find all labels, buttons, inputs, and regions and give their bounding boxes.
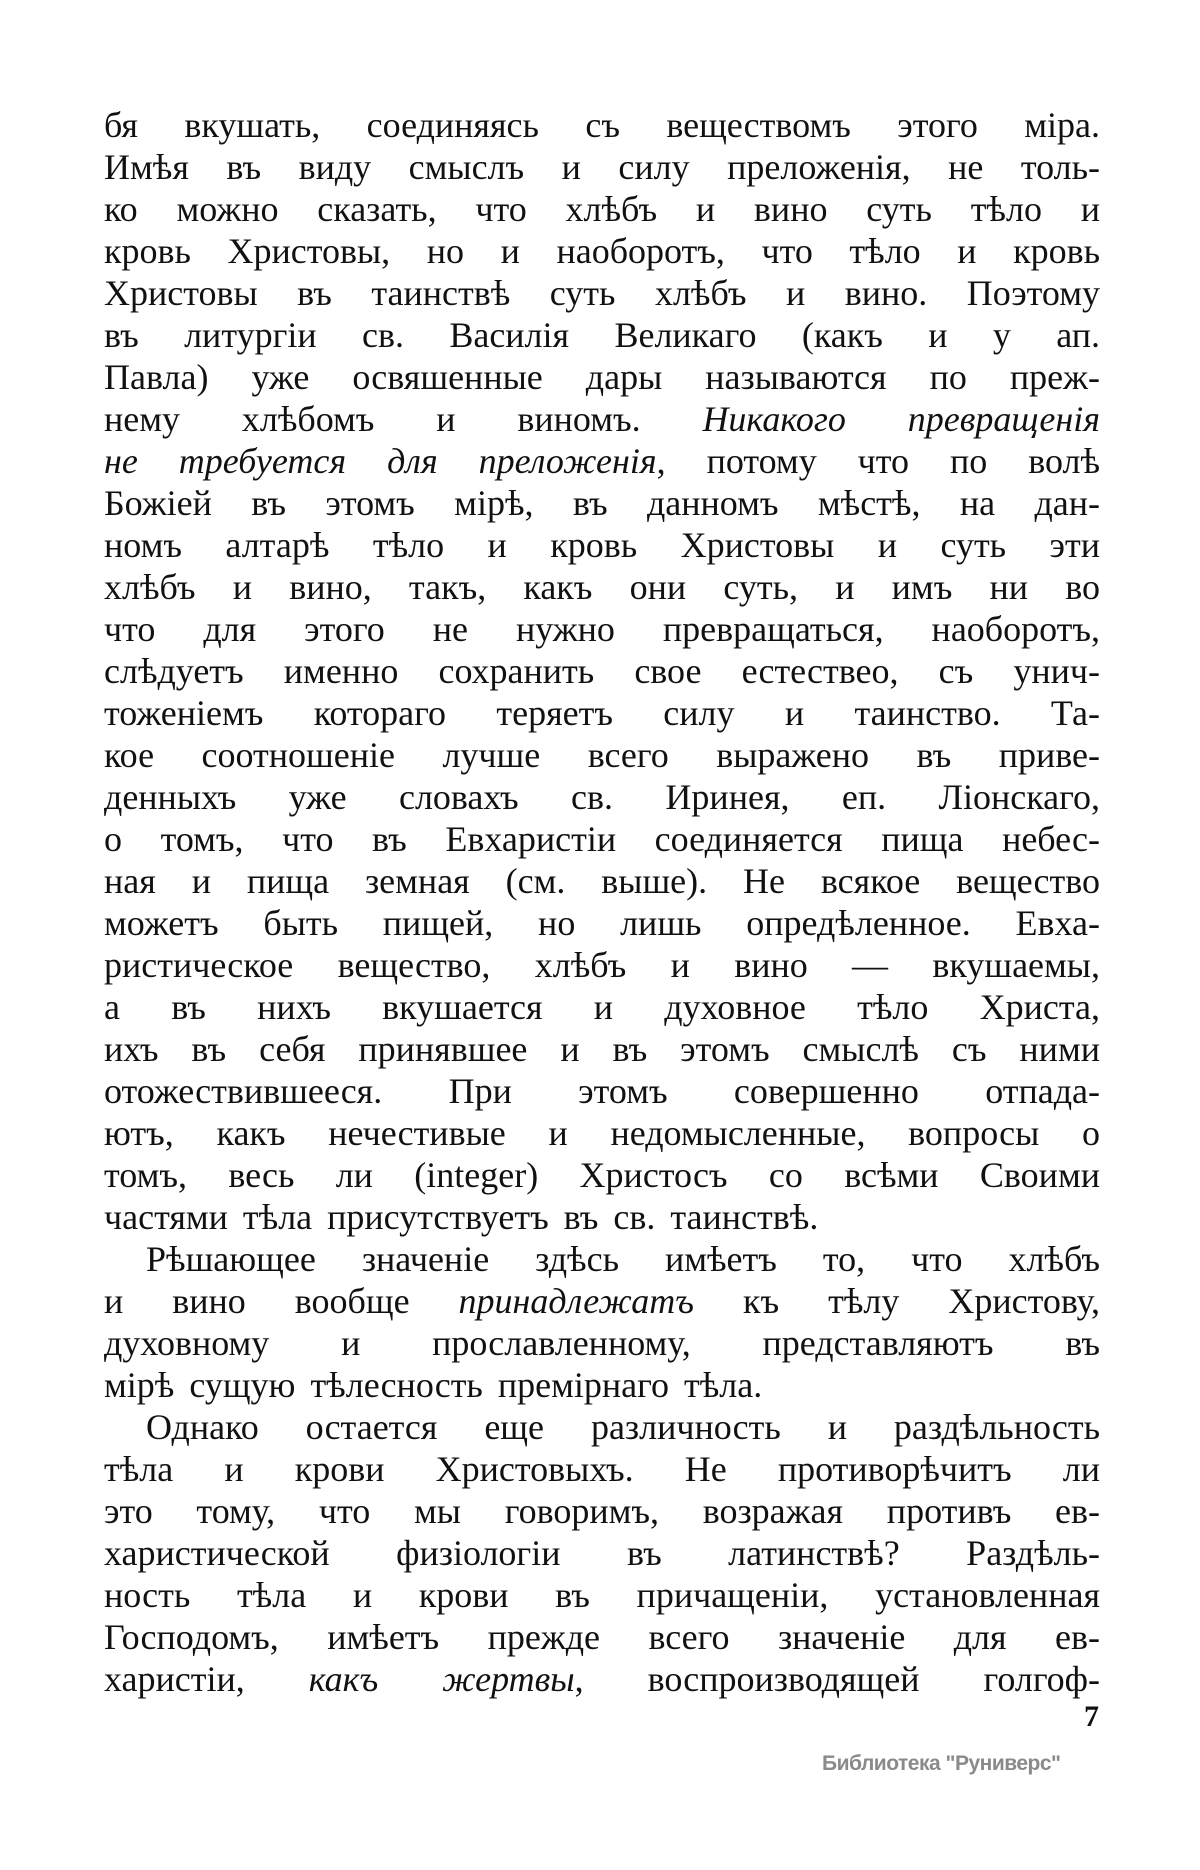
text-line (104, 1028, 1100, 1070)
text-line (104, 1196, 1100, 1238)
italic-text: какъ жертвы (308, 1659, 575, 1699)
text-segment: ность тѣла и крови въ причащеніи, установленная (104, 1575, 1100, 1615)
text-segment: въ литургіи св. Василія Великаго (какъ и у ап. (104, 315, 1100, 355)
text-line (104, 1112, 1100, 1154)
text-segment: слѣдуетъ именно сохранить свое естествео, съ унич- (104, 651, 1100, 691)
text-line (104, 1658, 1100, 1700)
text-line (104, 1448, 1100, 1490)
text-line (104, 1574, 1100, 1616)
text-segment: , потому что по волѣ (656, 441, 1101, 481)
text-segment: ихъ въ себя принявшее и въ этомъ смыслѣ съ ними (104, 1029, 1100, 1069)
text-line (104, 566, 1100, 608)
text-line (104, 230, 1100, 272)
italic-text: Никакого превращенія (702, 399, 1100, 439)
text-line (104, 398, 1100, 440)
text-line (104, 902, 1100, 944)
text-line (104, 272, 1100, 314)
text-line (104, 986, 1100, 1028)
text-line (104, 734, 1100, 776)
text-line (104, 146, 1100, 188)
text-segment: частями тѣла присутствуетъ въ св. таинствѣ. (104, 1197, 819, 1237)
text-segment: Имѣя въ виду смыслъ и силу преложенія, не толь- (104, 147, 1100, 187)
text-segment: кое соотношеніе лучше всего выражено въ приве- (104, 735, 1100, 775)
text-segment: ная и пища земная (см. выше). Не всякое вещество (104, 861, 1100, 901)
text-segment: это тому, что мы говоримъ, возражая противъ ев- (104, 1491, 1100, 1531)
text-segment: мірѣ сущую тѣлесность премірнаго тѣла. (104, 1365, 763, 1405)
text-line (104, 482, 1100, 524)
text-segment: Господомъ, имѣетъ прежде всего значеніе для ев- (104, 1617, 1100, 1657)
text-segment: хлѣбъ и вино, такъ, какъ они суть, и имъ ни во (104, 567, 1100, 607)
text-segment: харистіи, (104, 1659, 309, 1699)
text-segment: что для этого не нужно превращаться, наоборотъ, (104, 609, 1100, 649)
text-line (104, 1532, 1100, 1574)
text-segment: отожествившееся. При этомъ совершенно отпада- (104, 1071, 1100, 1111)
text-line (104, 818, 1100, 860)
text-segment: Христовы въ таинствѣ суть хлѣбъ и вино. Поэтому (104, 273, 1100, 313)
text-segment: къ тѣлу Христову, (694, 1281, 1100, 1321)
page-number: 7 (1084, 1700, 1099, 1733)
body-text (104, 104, 1100, 1700)
text-line (104, 440, 1100, 482)
text-line (104, 608, 1100, 650)
text-segment: нему хлѣбомъ и виномъ. (104, 399, 703, 439)
text-segment: ристическое вещество, хлѣбъ и вино — вкушаемы, (104, 945, 1100, 985)
text-segment: кровь Христовы, но и наоборотъ, что тѣло и кровь (104, 231, 1100, 271)
text-segment: харистической физіологіи въ латинствѣ? Раздѣль- (104, 1533, 1100, 1573)
text-segment: можетъ быть пищей, но лишь опредѣленное. Евха- (104, 903, 1100, 943)
text-segment: томъ, весь ли (integer) Христосъ со всѣми Своими (104, 1155, 1100, 1195)
text-line (104, 944, 1100, 986)
text-segment: Однако остается еще различность и раздѣльность (146, 1407, 1100, 1447)
text-line (104, 1154, 1100, 1196)
text-line (104, 1364, 1100, 1406)
text-segment: ко можно сказать, что хлѣбъ и вино суть тѣло и (104, 189, 1100, 229)
text-line (104, 1406, 1100, 1448)
text-line (104, 524, 1100, 566)
text-segment: и вино вообще (104, 1281, 459, 1321)
text-line (104, 1070, 1100, 1112)
text-line (104, 1280, 1100, 1322)
text-segment: Павла) уже освяшенные дары называются по преж- (104, 357, 1100, 397)
text-segment: тоженіемъ котораго теряетъ силу и таинство. Та- (104, 693, 1100, 733)
text-line (104, 650, 1100, 692)
text-line (104, 356, 1100, 398)
text-line (104, 1616, 1100, 1658)
text-segment: бя вкушать, соединяясь съ веществомъ этого міра. (104, 105, 1100, 145)
italic-text: принадлежатъ (458, 1281, 694, 1321)
text-segment: Божіей въ этомъ мірѣ, въ данномъ мѣстѣ, на дан- (104, 483, 1100, 523)
text-segment: ютъ, какъ нечестивые и недомысленные, вопросы о (104, 1113, 1100, 1153)
text-segment: а въ нихъ вкушается и духовное тѣло Христа, (104, 987, 1100, 1027)
text-line (104, 860, 1100, 902)
text-line (104, 1322, 1100, 1364)
text-segment: Рѣшающее значеніе здѣсь имѣетъ то, что хлѣбъ (146, 1239, 1100, 1279)
text-segment: , воспроизводящей голгоф- (574, 1659, 1100, 1699)
text-line (104, 314, 1100, 356)
text-line (104, 104, 1100, 146)
text-segment: о томъ, что въ Евхаристіи соединяется пища небес- (104, 819, 1100, 859)
text-segment: духовному и прославленному, представляютъ въ (104, 1323, 1100, 1363)
text-line (104, 1238, 1100, 1280)
text-segment: денныхъ уже словахъ св. Иринея, еп. Ліонскаго, (104, 777, 1100, 817)
text-line (104, 1490, 1100, 1532)
library-watermark: Библиотека "Руниверс" (822, 1752, 1061, 1775)
italic-text: не требуется для преложенія (104, 441, 657, 481)
text-line (104, 692, 1100, 734)
text-segment: тѣла и крови Христовыхъ. Не противорѣчитъ ли (104, 1449, 1100, 1489)
text-line (104, 776, 1100, 818)
text-segment: номъ алтарѣ тѣло и кровь Христовы и суть эти (104, 525, 1100, 565)
text-line (104, 188, 1100, 230)
